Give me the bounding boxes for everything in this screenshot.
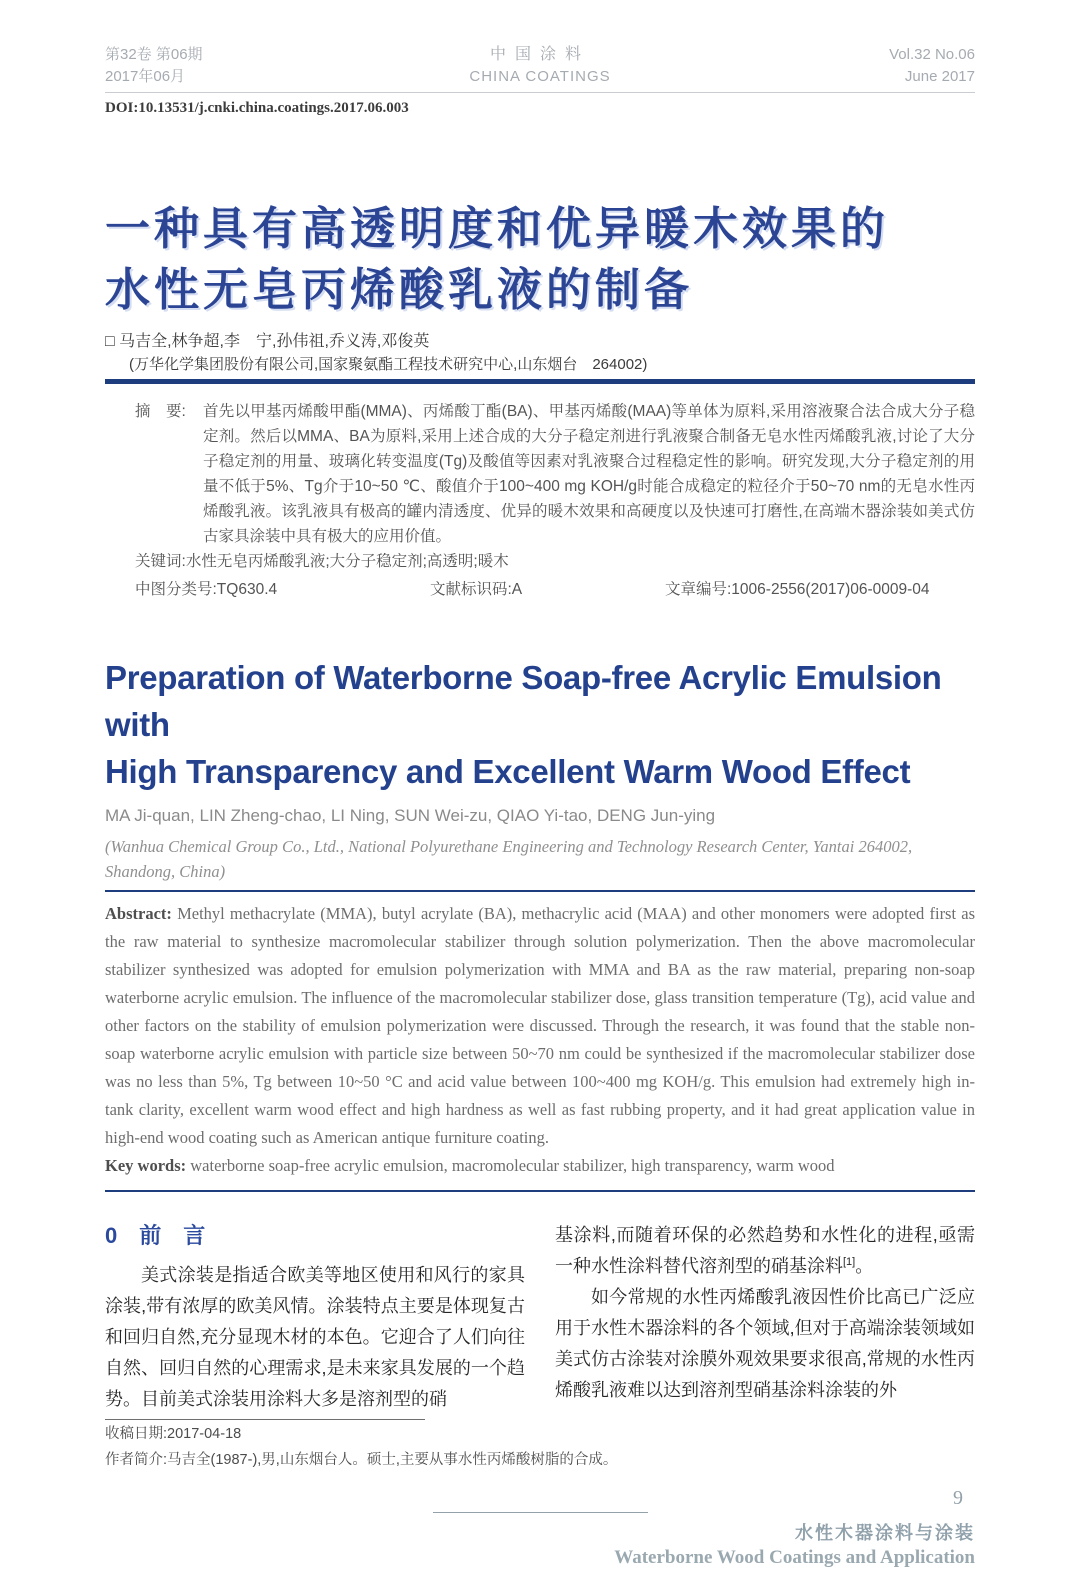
volume-issue-cn: 第32卷 第06期 <box>105 46 203 63</box>
journal-name-en: CHINA COATINGS <box>469 68 611 85</box>
abstract-cn-block <box>135 399 975 602</box>
body-paragraph-right-1-text: 基涂料,而随着环保的必然趋势和水性化的进程,亟需一种水性涂料替代溶剂型的硝基涂料 <box>555 1225 975 1276</box>
clc-number: 中图分类号:TQ630.4 <box>135 581 278 598</box>
abstract-cn-label: 摘 要: <box>135 403 186 420</box>
classification-row <box>135 578 975 602</box>
header-divider <box>105 92 975 93</box>
abstract-en-paragraph <box>105 900 975 1152</box>
section-0-heading: 0 前 言 <box>105 1223 206 1248</box>
body-column-left <box>105 1220 525 1415</box>
author-bio: 作者简介:马吉全(1987-),男,山东烟台人。硕士,主要从事水性丙烯酸树脂的合成。 <box>105 1452 618 1468</box>
paper-title-en-line1: Preparation of Waterborne Soap-free Acrylic Emulsion with <box>105 659 942 743</box>
keywords-en-label: Key words: <box>105 1156 187 1175</box>
body-paragraph-right-1-end: 。 <box>855 1256 874 1276</box>
keywords-cn-label: 关键词: <box>135 553 186 570</box>
abstract-en-block <box>105 900 975 1180</box>
date-en: June 2017 <box>904 68 975 85</box>
paper-title-en-line2: High Transparency and Excellent Warm Wood Effect <box>105 753 911 790</box>
keywords-cn-text: 水性无皂丙烯酸乳液;大分子稳定剂;高透明;暖木 <box>185 553 509 570</box>
body-column-right <box>555 1220 975 1415</box>
doi-line: DOI:10.13531/j.cnki.china.coatings.2017.06.003 <box>105 100 409 116</box>
paper-title-cn-line1: 一种具有高透明度和优异暖木效果的 <box>105 203 890 254</box>
footnote-divider <box>105 1419 425 1420</box>
footer-column-title-cn: 水性木器涂料与涂装 <box>795 1523 975 1543</box>
reference-1-marker: [1] <box>843 1256 856 1268</box>
authors-cn: □ 马吉全,林争超,李 宁,孙伟祖,乔义涛,邓俊英 <box>105 333 430 350</box>
journal-name-cn: 中国涂料 <box>489 46 590 63</box>
abstract-cn-row <box>135 399 975 549</box>
keywords-en-paragraph <box>105 1152 975 1180</box>
body-paragraph-right-2: 如今常规的水性丙烯酸乳液因性价比高已广泛应用于水性木器涂料的各个领域,但对于高端涂装领域如美式仿古涂装对涂膜外观效果要求很高,常规的水性丙烯酸乳液难以达到溶剂型硝基涂料涂装的外 <box>555 1287 975 1400</box>
body-paragraph-right-1 <box>555 1220 975 1282</box>
paper-title-cn <box>105 198 975 320</box>
footer-column-title-en: Waterborne Wood Coatings and Application <box>614 1547 975 1568</box>
abstract-en-label: Abstract: <box>105 904 172 923</box>
authors-en: MA Ji-quan, LIN Zheng-chao, LI Ning, SUN Wei-zu, QIAO Yi-tao, DENG Jun-ying <box>105 806 716 825</box>
footer-divider <box>433 1512 648 1513</box>
page-footer <box>105 1486 975 1570</box>
article-id: 文章编号:1006-2556(2017)06-0009-04 <box>665 581 930 598</box>
keywords-cn-row <box>135 549 975 574</box>
abstract-en-bottom-divider <box>105 1190 975 1192</box>
body-paragraph-left: 美式涂装是指适合欧美等地区使用和风行的家具涂装,带有浓厚的欧美风情。涂装特点主要是体现复古和回归自然,充分显现木材的本色。它迎合了人们向往自然、回归自然的心理需求,是未来家具发展的一个趋势。目前美式涂装用涂料大多是溶剂型的硝 <box>105 1265 525 1409</box>
header-journal-name <box>325 44 755 88</box>
abstract-en-top-divider <box>105 890 975 892</box>
journal-header <box>105 44 975 118</box>
paper-title-en <box>105 654 975 795</box>
volume-issue-en: Vol.32 No.06 <box>889 46 975 63</box>
journal-header-row <box>105 44 975 88</box>
authors-divider <box>105 379 975 384</box>
received-date: 收稿日期:2017-04-18 <box>105 1426 242 1442</box>
abstract-en-text: Methyl methacrylate (MMA), butyl acrylate (BA), methacrylic acid (MAA) and other monomers were adopted first as the raw material to synthesize macromolecular stabilizer through solution polymerization. Then the above macromolecular stabilizer synthesized was adopted for emulsion polymerization with MMA and BA as the raw material, preparing non-soap waterborne acrylic emulsion. The influence of the macromolecular stabilizer dose, glass transition temperature (Tg), acid value and other factors on the stability of emulsion polymerization were discussed. Through the research, it was found that the stable non-soap waterborne acrylic emulsion with particle size between 50~70 nm could be synthesized if the macromolecular stabilizer dose was no less than 5%, Tg between 10~50 °C and acid value between 100~400 mg KOH/g. This emulsion had extremely high in-tank clarity, excellent warm wood effect and high hardness as well as fast rubbing property, and it had great application value in high-end wood coating such as American antique furniture coating. <box>105 904 975 1147</box>
keywords-en-text: waterborne soap-free acrylic emulsion, macromolecular stabilizer, high transparency, warm wood <box>186 1156 835 1175</box>
affiliation-cn: (万华化学集团股份有限公司,国家聚氨酯工程技术研究中心,山东烟台 264002) <box>129 356 648 373</box>
document-code: 文献标识码:A <box>430 581 523 598</box>
abstract-cn-text: 首先以甲基丙烯酸甲酯(MMA)、丙烯酸丁酯(BA)、甲基丙烯酸(MAA)等单体为原料,采用溶液聚合法合成大分子稳定剂。然后以MMA、BA为原料,采用上述合成的大分子稳定剂进行乳液聚合制备无皂水性丙烯酸乳液,讨论了大分子稳定剂的用量、玻璃化转变温度(Tg)及酸值等因素对乳液聚合过程稳定性的影响。研究发现,大分子稳定剂的用量不低于5%、Tg介于10~50 ℃、酸值介于100~400 mg KOH/g时能合成稳定的粒径介于50~70 nm的无皂水性丙烯酸乳液。该乳液具有极高的罐内清透度、优异的暖木效果和高硬度以及快速可打磨性,在高端木器涂装如美式仿古家具涂装中具有极大的应用价值。 <box>203 403 975 545</box>
paper-title-cn-line2: 水性无皂丙烯酸乳液的制备 <box>105 264 694 315</box>
header-volume-cn <box>105 44 325 88</box>
body-columns <box>105 1220 975 1415</box>
header-volume-en <box>755 44 975 88</box>
footnote-block <box>105 1419 975 1472</box>
date-cn: 2017年06月 <box>105 68 186 85</box>
affiliation-en: (Wanhua Chemical Group Co., Ltd., National Polyurethane Engineering and Technology Research Center, Yantai 264002, Shandong, China) <box>105 837 913 881</box>
page-number: 9 <box>953 1487 963 1509</box>
